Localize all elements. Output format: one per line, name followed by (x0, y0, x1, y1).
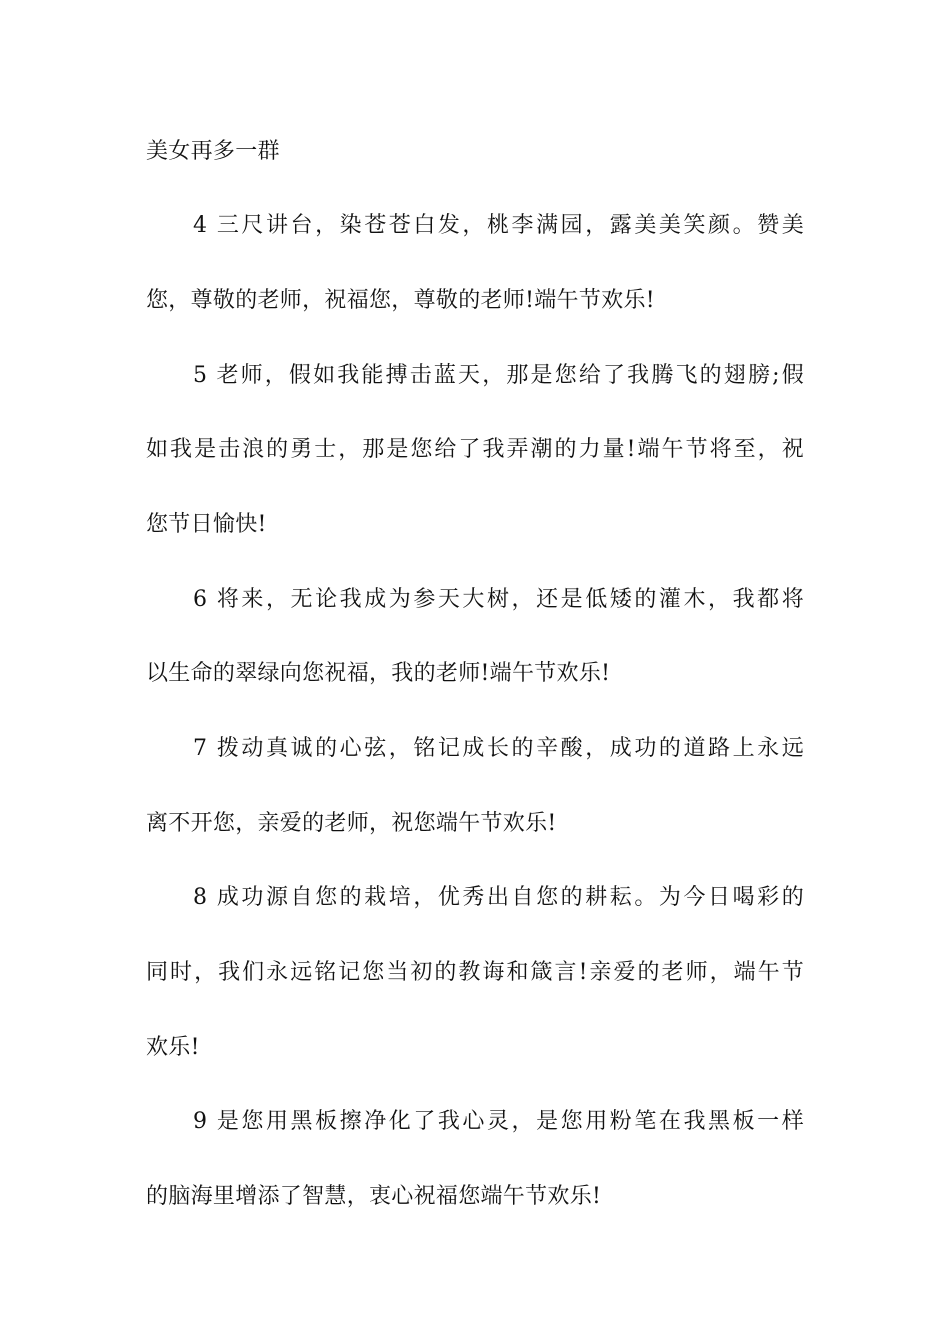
text-line-13: 欢乐! (146, 1035, 200, 1060)
text-line-10: 离不开您，亲爱的老师，祝您端午节欢乐! (146, 811, 557, 836)
text-line-3: 您，尊敬的老师，祝福您，尊敬的老师!端午节欢乐! (146, 288, 655, 313)
text-line-7: 6 将来，无论我成为参天大树，还是低矮的灌木，我都将 (193, 587, 804, 612)
text-line-2: 4 三尺讲台，染苍苍白发，桃李满园，露美美笑颜。赞美 (193, 213, 804, 238)
text-line-5: 如我是击浪的勇士，那是您给了我弄潮的力量!端午节将至，祝 (146, 437, 804, 462)
text-line-14: 9 是您用黑板擦净化了我心灵，是您用粉笔在我黑板一样 (193, 1109, 804, 1134)
text-line-8: 以生命的翠绿向您祝福，我的老师!端午节欢乐! (146, 661, 611, 686)
text-line-11: 8 成功源自您的栽培，优秀出自您的耕耘。为今日喝彩的 (193, 885, 804, 910)
text-line-1: 美女再多一群 (146, 139, 280, 164)
text-line-6: 您节日愉快! (146, 512, 267, 537)
text-line-15: 的脑海里增添了智慧，衷心祝福您端午节欢乐! (146, 1184, 602, 1209)
text-line-12: 同时，我们永远铭记您当初的教诲和箴言!亲爱的老师，端午节 (146, 960, 804, 985)
text-line-9: 7 拨动真诚的心弦，铭记成长的辛酸，成功的道路上永远 (193, 736, 804, 761)
text-line-4: 5 老师，假如我能搏击蓝天，那是您给了我腾飞的翅膀;假 (193, 363, 804, 388)
